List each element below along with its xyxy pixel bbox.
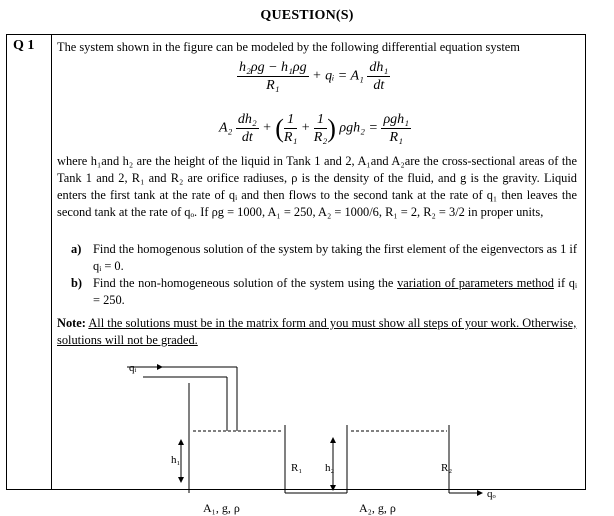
eq1-denominator: R₁ xyxy=(266,78,280,93)
eq2-frac1-den: R₁ xyxy=(283,130,298,145)
item-a-text: Find the homogenous solution of the system by taking the first element of the eigenvectors as 1 if qᵢ = 0. xyxy=(93,242,577,273)
tank1-label: A₁, g, ρ xyxy=(203,501,240,515)
intro-text: The system shown in the figure can be modeled by the following differential equation system xyxy=(57,40,520,54)
eq2-derivative xyxy=(236,111,259,146)
eq1-numerator: h₂ρg − h₁ρg xyxy=(239,60,307,75)
eq1-fraction xyxy=(237,59,309,94)
equation-2 xyxy=(219,111,411,146)
h2-arrow-up xyxy=(330,437,336,443)
qo-arrow-head xyxy=(477,490,483,496)
r2-label: R₂ xyxy=(441,462,453,474)
page-title: QUESTION(S) xyxy=(260,8,354,23)
note-label: Note: xyxy=(57,316,86,330)
h1-arrow-up xyxy=(178,439,184,445)
eq2-deriv-den: dt xyxy=(241,130,253,145)
qo-label: qₒ xyxy=(487,488,496,500)
item-b-text xyxy=(93,275,577,309)
item-b-text-after: if qᵢ = 250. xyxy=(93,276,577,307)
eq2-plus: + xyxy=(262,120,272,136)
eq1-deriv-num: dh₁ xyxy=(369,60,389,75)
question-number: Q 1 xyxy=(13,38,35,53)
h2-label: h₂ xyxy=(325,462,335,474)
eq2-rhs-den: R₁ xyxy=(389,130,403,145)
h1-arrow-down xyxy=(178,477,184,483)
tank2-label: A₂, g, ρ xyxy=(359,501,396,515)
eq2-frac1 xyxy=(284,111,297,146)
item-a-label: a) xyxy=(71,242,82,256)
description-text: where h₁and h₂ are the height of the liquid in Tank 1 and 2, A₁and A₂are the cross-sectional areas of the Tank 1 and 2, R₁ and R₂ are orifice radiuses, ρ is the density of the fluid, and g is the gravity. Liquid enters the first tank at the rate of qᵢ and then flows to the second tank at the rate of q₁ then leaves the second tank at the rate of qₒ. If ρg = 1000, A₁ = 250, A₂ = 1000/6, R₁ = 2, R₂ = 3/2 in proper units, xyxy=(57,154,577,219)
eq2-frac1-num: 1 xyxy=(284,111,297,129)
eq2-left: A₂ xyxy=(219,120,233,136)
eq2-frac2 xyxy=(314,111,327,146)
eq1-middle: + qᵢ = A₁ xyxy=(312,68,364,84)
item-b-method: variation of parameters method xyxy=(397,276,554,290)
r1-label: R₁ xyxy=(291,462,303,474)
eq2-deriv-num: dh₂ xyxy=(237,112,257,127)
item-b-text-before: Find the non-homogeneous solution of the system using the xyxy=(93,276,398,290)
qi-arrow-head xyxy=(157,364,163,370)
eq2-paren-open: ( xyxy=(275,114,284,143)
eq2-inner-plus: + xyxy=(300,120,311,136)
qi-label: qᵢ xyxy=(129,362,137,374)
h1-label: h₁ xyxy=(171,454,181,466)
note-paragraph xyxy=(57,315,577,349)
tank-diagram xyxy=(57,353,527,500)
eq2-paren-close: ) xyxy=(327,114,336,143)
note-text: All the solutions must be in the matrix form and you must show all steps of your work. Otherwise, solutions will not be graded. xyxy=(57,316,577,347)
eq2-rhs xyxy=(381,111,411,146)
eq2-frac2-den: R₂ xyxy=(313,130,328,145)
item-b-label: b) xyxy=(71,276,83,290)
eq1-derivative xyxy=(367,59,390,94)
question-number-cell xyxy=(7,35,52,489)
eq2-rest: ρgh₂ = xyxy=(339,120,378,136)
eq2-rhs-num: ρgh₁ xyxy=(383,112,410,127)
eq2-frac2-num: 1 xyxy=(314,111,327,129)
equation-1 xyxy=(237,59,390,94)
h2-arrow-down xyxy=(330,485,336,491)
question-table xyxy=(6,34,586,515)
eq1-deriv-den: dt xyxy=(373,78,385,93)
